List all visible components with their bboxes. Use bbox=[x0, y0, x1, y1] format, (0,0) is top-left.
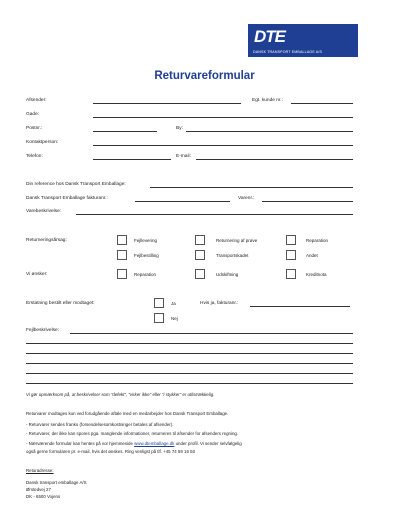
opmaerksom-note: Vi gør opmærksom på, at beskrivelser som "defekt", "virker ikke" eller "i stykker" er utilstrækkelig. bbox=[26, 392, 215, 397]
nej-checkbox[interactable] bbox=[154, 313, 164, 323]
varebeskrivelse-label: Varebeskrivelse: bbox=[26, 209, 62, 214]
fejlbeskrivelse-line-1[interactable] bbox=[70, 333, 353, 334]
din-reference-label: Din reference hos Dansk Transport Emballage: bbox=[26, 182, 126, 187]
reparation-label: Reparation bbox=[134, 272, 157, 277]
website-link[interactable]: www.dtemballage.dk bbox=[134, 441, 175, 446]
company-logo bbox=[248, 24, 358, 57]
kontaktperson-field[interactable] bbox=[93, 145, 353, 146]
fejlbeskrivelse-line-5[interactable] bbox=[26, 373, 353, 374]
ja-label: Ja bbox=[171, 301, 176, 306]
fejlbestilling-label: Fejlbestilling bbox=[134, 253, 159, 258]
fejlbeskrivelse-line-4[interactable] bbox=[26, 363, 353, 364]
kunde-nr-label: Egt. kunde nr.: bbox=[252, 98, 283, 103]
reparation-checkbox[interactable] bbox=[117, 269, 127, 279]
returneringsaarsag-label: Returneringsårsag: bbox=[26, 238, 67, 243]
fakturanr-field[interactable] bbox=[135, 201, 230, 202]
fejlbeskrivelse-line-2[interactable] bbox=[26, 343, 353, 344]
varenr-label: Varenr.: bbox=[238, 196, 255, 201]
intro-note: Returvarer modtages kun ved forudgående aftale med en medarbejder hos Dansk Transport Emballage. bbox=[26, 411, 229, 416]
note-bullet-3-post: under profil. Vi sender selvfølgelig bbox=[174, 441, 242, 446]
kunde-nr-field[interactable] bbox=[291, 103, 353, 104]
nej-label: Nej bbox=[171, 316, 178, 321]
fakturanr-label: Dansk Transport Emballage fakturanr.: bbox=[26, 196, 108, 201]
andet-label: Andet bbox=[306, 253, 318, 258]
fejllevering-checkbox[interactable] bbox=[117, 235, 127, 245]
afsender-field[interactable] bbox=[93, 103, 241, 104]
note-bullet-3 bbox=[26, 441, 242, 446]
hvis-ja-fakturanr-label: Hvis ja, fakturanr.: bbox=[200, 301, 239, 306]
reparation-aarsag-label: Reparation bbox=[306, 238, 329, 243]
fejlbestilling-checkbox[interactable] bbox=[117, 250, 127, 260]
email-field[interactable] bbox=[196, 159, 353, 160]
hvis-ja-fakturanr-field[interactable] bbox=[250, 306, 350, 307]
postnr-label: Postnr.: bbox=[26, 126, 43, 131]
address-line-3: DK - 6500 Vojens bbox=[26, 494, 61, 499]
varebeskrivelse-field[interactable] bbox=[76, 214, 353, 215]
reparation-aarsag-checkbox[interactable] bbox=[286, 235, 296, 245]
andet-checkbox[interactable] bbox=[286, 250, 296, 260]
returnering-af-proeve-checkbox[interactable] bbox=[195, 235, 205, 245]
note-bullet-1: - Returvarer sendes franko (forsendelsesomkostninger betales af afsender). bbox=[26, 422, 174, 427]
din-reference-field[interactable] bbox=[150, 187, 353, 188]
udskiftning-label: Udskiftning bbox=[216, 272, 239, 277]
fejlbeskrivelse-line-3[interactable] bbox=[26, 353, 353, 354]
address-line-1: Dansk transport emballage A/S bbox=[26, 480, 87, 485]
logo-mark: DTE bbox=[254, 27, 285, 46]
gade-field[interactable] bbox=[93, 117, 353, 118]
kreditnota-label: Kreditnota bbox=[306, 272, 327, 277]
returnering-af-proeve-label: Returnering af prøve bbox=[216, 238, 258, 243]
by-field[interactable] bbox=[186, 131, 353, 132]
transportskadet-checkbox[interactable] bbox=[195, 250, 205, 260]
gade-label: Gade: bbox=[26, 112, 40, 117]
note-bullet-2: - Returvarer, der ikke kan spores pga. manglende informationer, returneres til afsender for afsenders regning. bbox=[26, 431, 239, 436]
telefon-label: Telefon: bbox=[26, 154, 43, 159]
logo-subtitle: DANSK TRANSPORT EMBALLAGE A/S bbox=[253, 50, 323, 54]
ja-checkbox[interactable] bbox=[154, 298, 164, 308]
postnr-field[interactable] bbox=[93, 131, 157, 132]
afsender-label: Afsender: bbox=[26, 98, 47, 103]
varenr-field[interactable] bbox=[262, 201, 353, 202]
fejllevering-label: Fejllevering bbox=[134, 238, 158, 243]
email-label: E-mail: bbox=[176, 154, 191, 159]
address-line-2: Ørstedvej 27 bbox=[26, 487, 51, 492]
kontaktperson-label: Kontaktperson: bbox=[26, 140, 59, 145]
returadresse-heading: Returadresse: bbox=[26, 468, 54, 473]
note-bullet-3-line2: også gerne formularen pr. e-mail, hvis det ønskes. Ring venligst på tlf. +45 74 59 16 50 bbox=[26, 449, 196, 454]
erstatning-label: Erstatning bestilt eller modtaget: bbox=[26, 301, 95, 306]
fejlbeskrivelse-line-6[interactable] bbox=[26, 383, 353, 384]
vi-onsker-label: Vi ønsker: bbox=[26, 272, 48, 277]
by-label: By: bbox=[176, 126, 183, 131]
telefon-field[interactable] bbox=[93, 159, 171, 160]
transportskadet-label: Transportskadet bbox=[216, 253, 249, 258]
udskiftning-checkbox[interactable] bbox=[195, 269, 205, 279]
page-title: Returvareformular bbox=[154, 70, 255, 82]
note-bullet-3-pre: - Nærværende formular kan hentes på vor hjemmeside bbox=[26, 441, 135, 446]
kreditnota-checkbox[interactable] bbox=[286, 269, 296, 279]
fejlbeskrivelse-label: Fejlbeskrivelse: bbox=[26, 328, 60, 333]
